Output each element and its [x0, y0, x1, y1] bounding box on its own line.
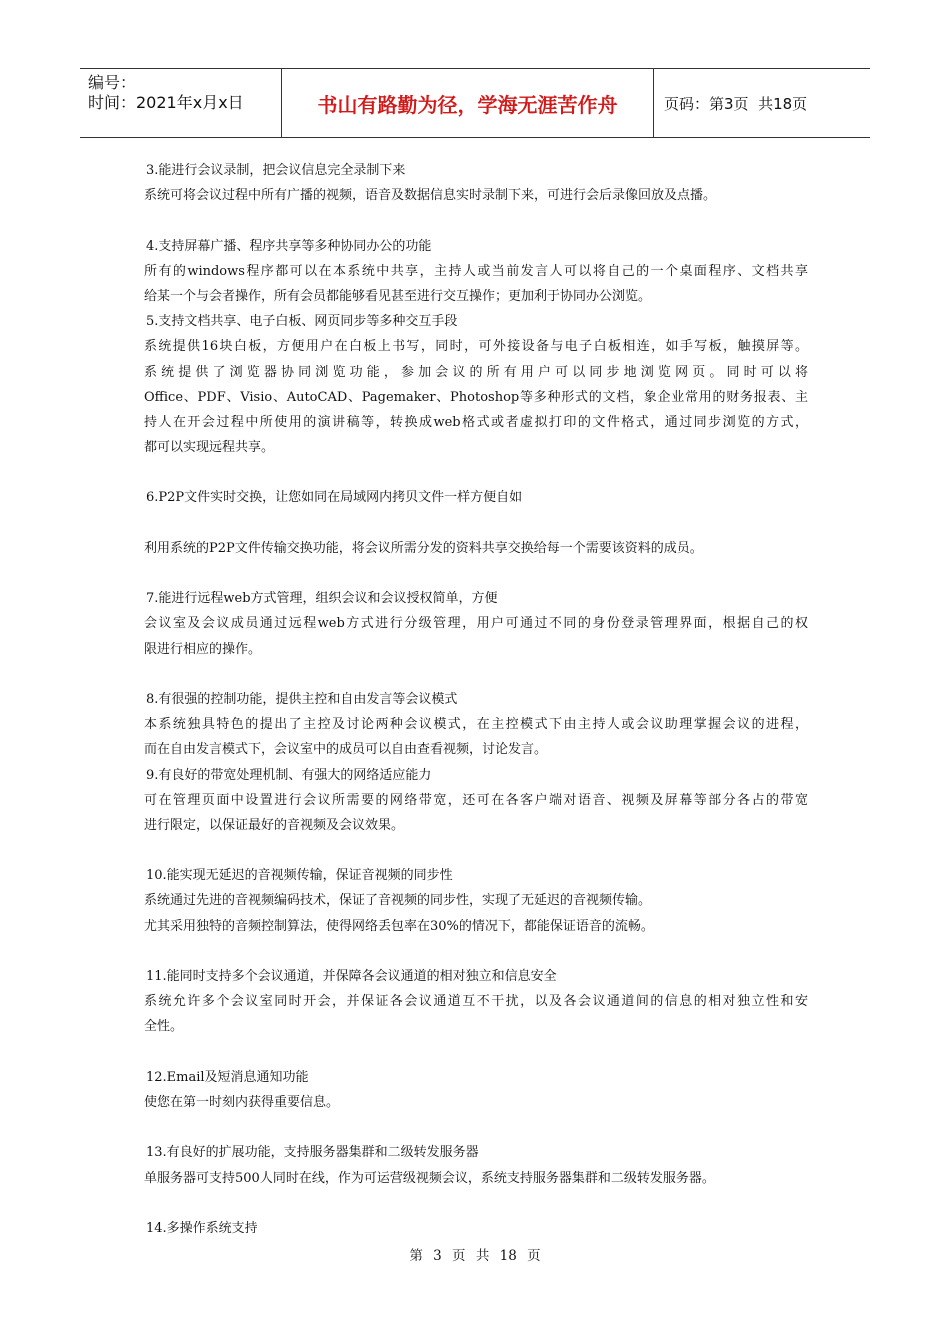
body-text-line: 本系统独具特色的提出了主控及讨论两种会议模式，在主控模式下由主持人或会议助理掌握会议的进程， — [144, 717, 808, 733]
section-heading: 4.支持屏幕广播、程序共享等多种协同办公的功能 — [146, 238, 432, 254]
body-text-line: 使您在第一时刻内获得重要信息。 — [144, 1094, 340, 1110]
paragraph-spacer — [144, 838, 808, 863]
section-heading: 8.有很强的控制功能，提供主控和自由发言等会议模式 — [146, 691, 458, 707]
body-text-line: 可在管理页面中设置进行会议所需要的网络带宽，还可在各客户端对语音、视频及屏幕等部分各占的带宽 — [144, 792, 808, 808]
body-text-line: 系统提供16块白板，方便用户在白板上书写，同时，可外接设备与电子白板相连，如手写板，触摸屏等。 — [144, 339, 808, 355]
body-text-line: 进行限定，以保证最好的音视频及会议效果。 — [144, 817, 405, 833]
body-text-line: 持人在开会过程中所使用的演讲稿等，转换成web格式或者虚拟打印的文件格式，通过同步浏览的方式， — [144, 414, 808, 430]
body-text-line: 给某一个与会者操作，所有会员都能够看见甚至进行交互操作；更加利于协同办公浏览。 — [144, 288, 652, 304]
section-heading: 5.支持文档共享、电子白板、网页同步等多种交互手段 — [146, 314, 458, 330]
body-text-line: 限进行相应的操作。 — [144, 641, 262, 657]
section-heading: 11.能同时支持多个会议通道，并保障各会议通道的相对独立和信息安全 — [146, 969, 557, 984]
section-heading: 6.P2P文件实时交换，让您如同在局域网内拷贝文件一样方便自如 — [146, 490, 523, 506]
document-date: 时间：2021年x月x日 — [88, 93, 244, 112]
section-heading: 7.能进行远程web方式管理，组织会议和会议授权简单，方便 — [146, 591, 498, 607]
section-heading: 3.能进行会议录制，把会议信息完全录制下来 — [146, 163, 406, 178]
header-motto: 书山有路勤为径，学海无涯苦作舟 — [282, 69, 654, 137]
page-header — [80, 68, 870, 138]
paragraph-spacer — [144, 939, 808, 964]
body-text-line: 会议室及会议成员通过远程web方式进行分级管理，用户可通过不同的身份登录管理界面，根据自己的权 — [144, 616, 808, 632]
header-meta — [80, 69, 282, 137]
paragraph-spacer — [144, 460, 808, 485]
page-footer: 第 3 页 共 18 页 — [409, 1248, 541, 1264]
document-body — [144, 158, 808, 1241]
document-number-label: 编号： — [88, 73, 137, 92]
body-text-line: Office、PDF、Visio、AutoCAD、Pagemaker、Photoshop等多种形式的文档，象企业常用的财务报表、主 — [144, 389, 808, 405]
body-text-line: 单服务器可支持500人同时在线，作为可运营级视频会议，系统支持服务器集群和二级转发服务器。 — [144, 1170, 715, 1186]
section-heading: 12.Email及短消息通知功能 — [146, 1069, 309, 1085]
body-text-line: 系统通过先进的音视频编码技术，保证了音视频的同步性，实现了无延迟的音视频传输。 — [144, 893, 652, 909]
body-text-line: 而在自由发言模式下，会议室中的成员可以自由查看视频，讨论发言。 — [144, 742, 548, 758]
section-heading: 9.有良好的带宽处理机制、有强大的网络适应能力 — [146, 767, 432, 783]
body-text-line: 全性。 — [144, 1019, 184, 1035]
body-text-line: 系统提供了浏览器协同浏览功能，参加会议的所有用户可以同步地浏览网页。同时可以将 — [144, 364, 808, 380]
paragraph-spacer — [144, 561, 808, 586]
section-heading: 14.多操作系统支持 — [146, 1220, 258, 1236]
paragraph-spacer — [144, 1040, 808, 1065]
paragraph-spacer — [144, 1191, 808, 1216]
paragraph-spacer — [144, 662, 808, 687]
body-text-line: 系统可将会议过程中所有广播的视频，语音及数据信息实时录制下来，可进行会后录像回放及点播。 — [144, 188, 717, 204]
paragraph-spacer — [144, 208, 808, 233]
body-text-line: 利用系统的P2P文件传输交换功能，将会议所需分发的资料共享交换给每一个需要该资料的成员。 — [144, 540, 703, 556]
paragraph-spacer — [144, 511, 808, 536]
body-text-line: 所有的windows程序都可以在本系统中共享，主持人或当前发言人可以将自己的一个桌面程序、文档共享 — [144, 263, 808, 279]
paragraph-spacer — [144, 1115, 808, 1140]
body-text-line: 都可以实现远程共享。 — [144, 440, 275, 456]
body-text-line: 尤其采用独特的音频控制算法，使得网络丢包率在30%的情况下，都能保证语音的流畅。 — [144, 918, 654, 934]
body-text-line: 系统允许多个会议室同时开会，并保证各会议通道互不干扰，以及各会议通道间的信息的相对独立性和安 — [144, 994, 808, 1010]
section-heading: 13.有良好的扩展功能，支持服务器集群和二级转发服务器 — [146, 1145, 479, 1161]
section-heading: 10.能实现无延迟的音视频传输，保证音视频的同步性 — [146, 868, 453, 884]
header-page-info: 页码：第3页 共18页 — [664, 94, 808, 113]
